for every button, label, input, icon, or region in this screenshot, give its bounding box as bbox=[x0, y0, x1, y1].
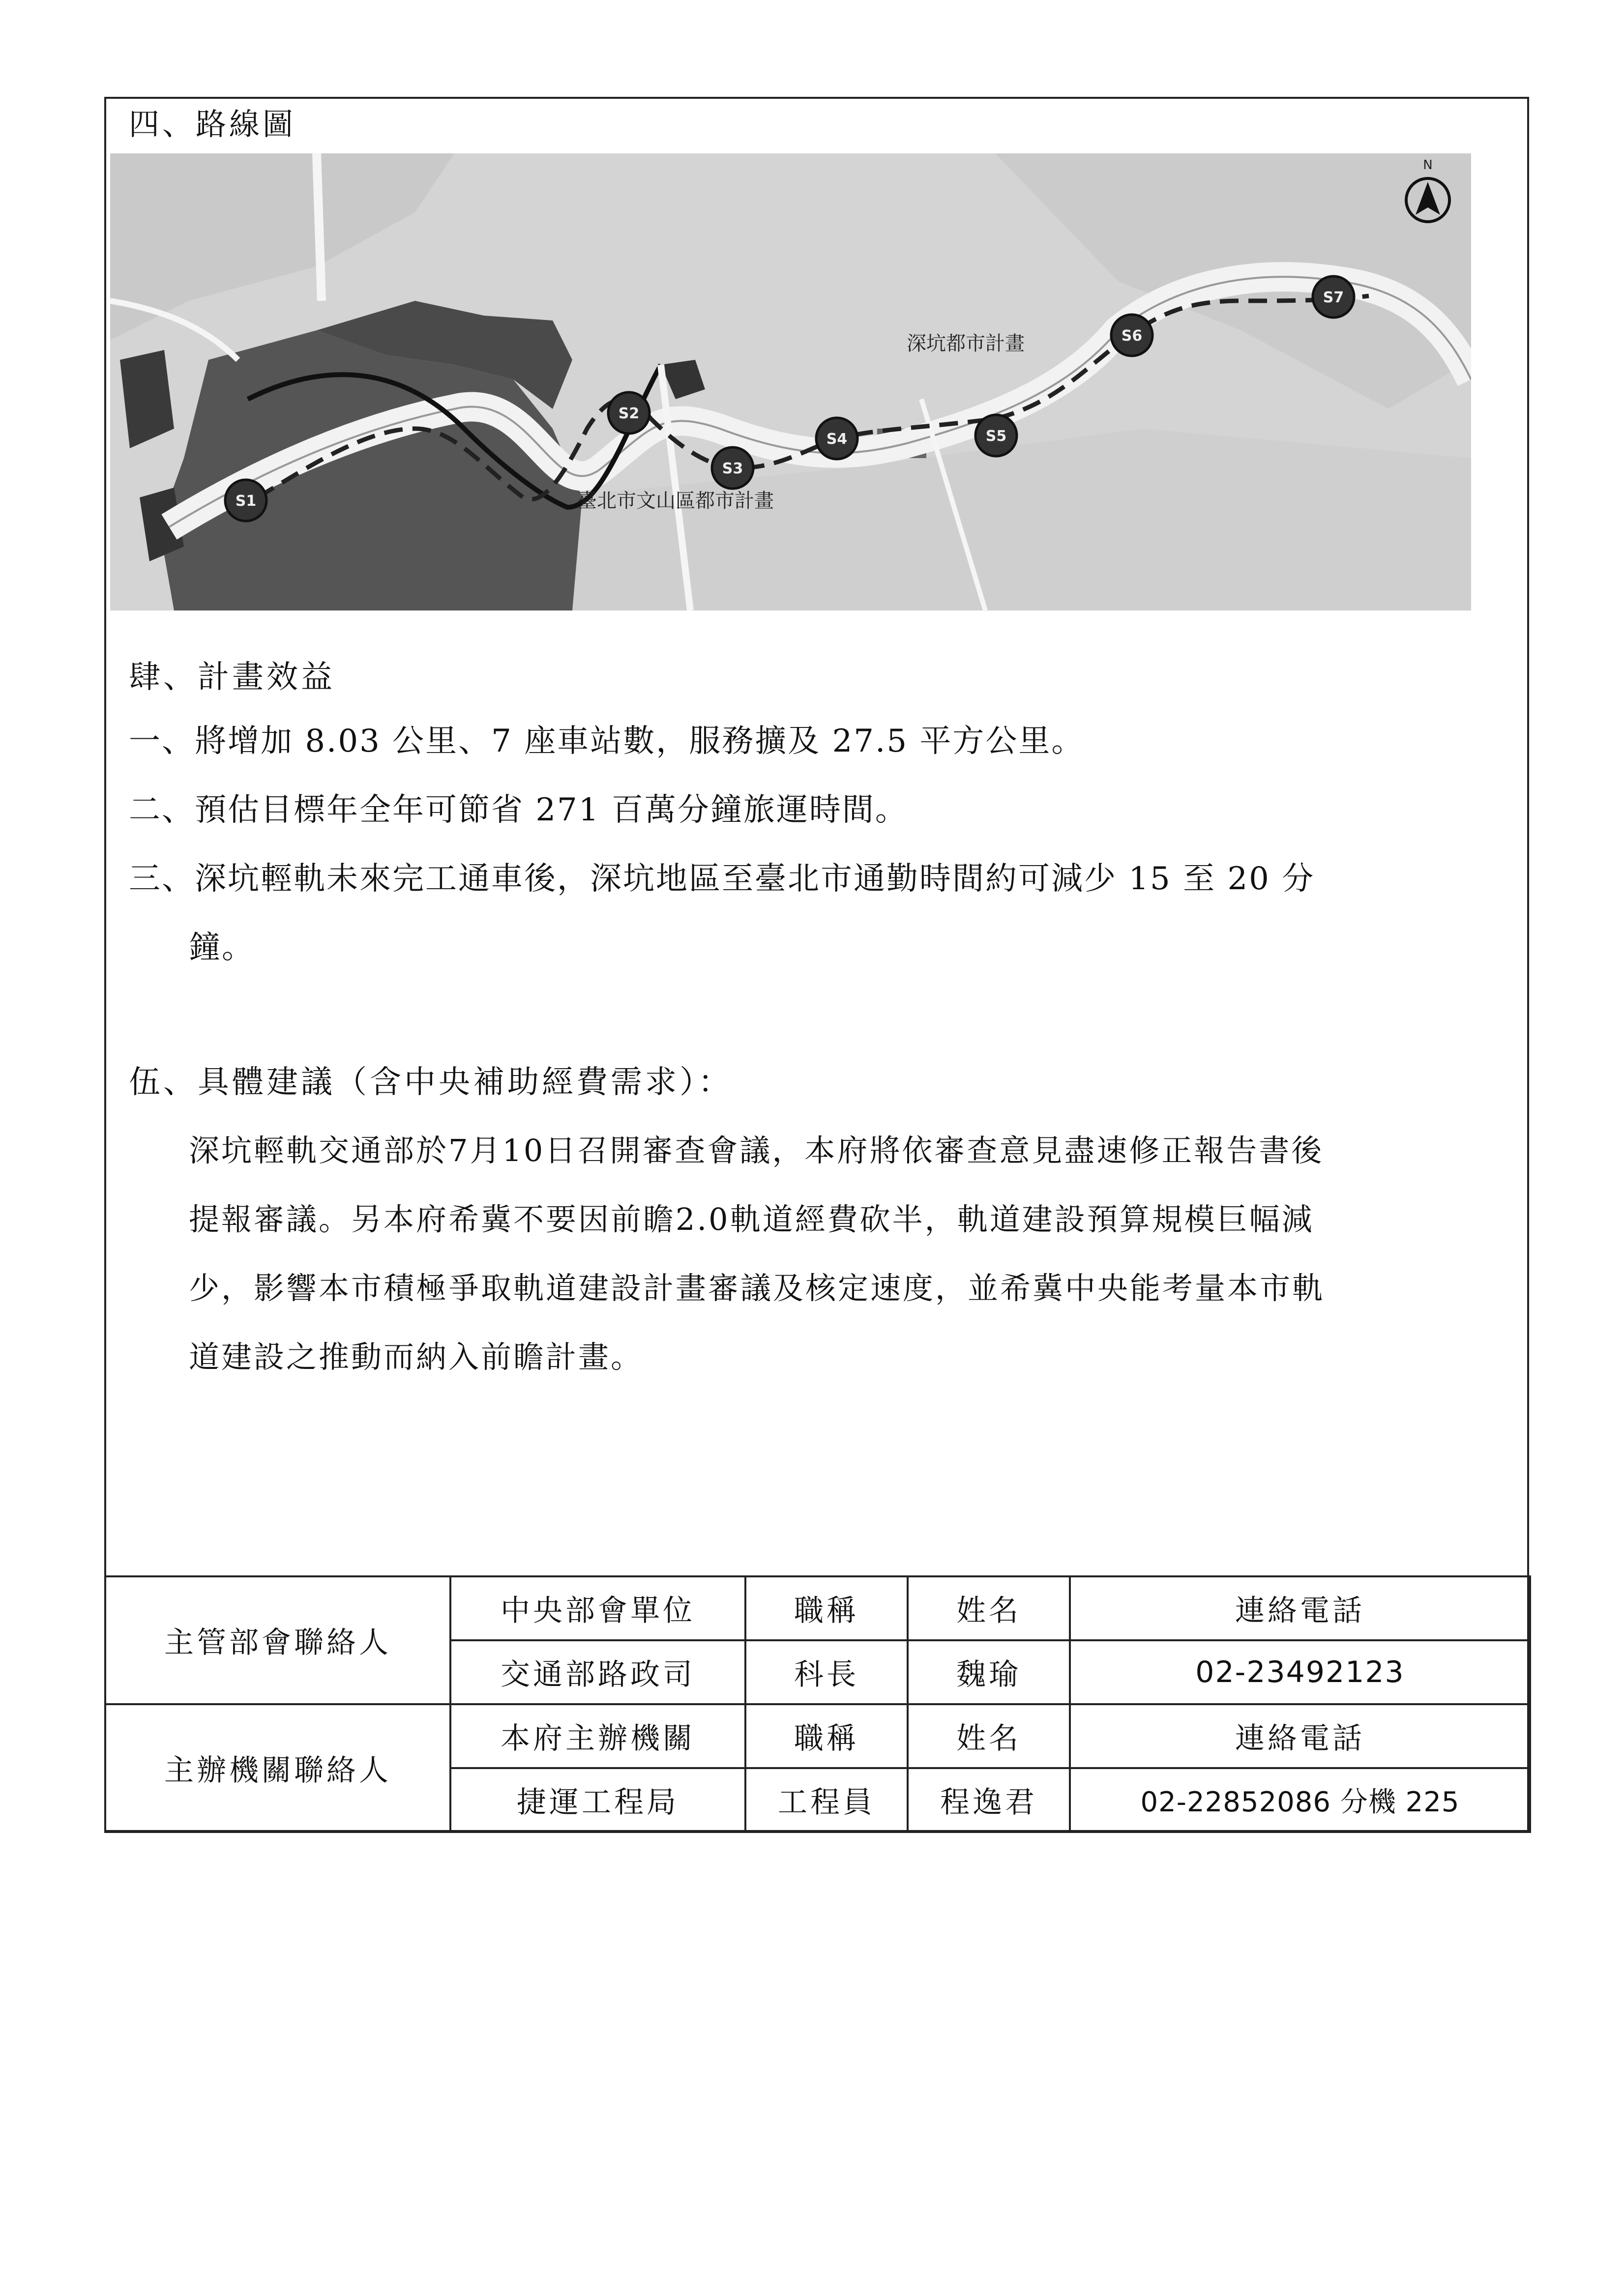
map-road bbox=[317, 153, 322, 301]
benefit-item-2: 二、預估目標年全年可節省 271 百萬分鐘旅運時間。 bbox=[129, 792, 908, 828]
cell-agency: 捷運工程局 bbox=[450, 1768, 745, 1832]
map-label-wenshan: 臺北市文山區都市計畫 bbox=[577, 490, 774, 512]
contacts-table bbox=[104, 1575, 1531, 1833]
suggestion-title: 伍、具體建議（含中央補助經費需求）： bbox=[129, 1064, 733, 1101]
station-s3 bbox=[712, 447, 753, 489]
station-s4 bbox=[816, 418, 857, 459]
benefits-title: 肆、計畫效益 bbox=[129, 659, 335, 696]
station-s4-label: S4 bbox=[826, 431, 848, 448]
header-ministry-unit: 中央部會單位 bbox=[450, 1576, 745, 1640]
benefit-item-3-cont: 鐘。 bbox=[189, 930, 255, 966]
station-s6 bbox=[1111, 315, 1152, 356]
station-s3-label: S3 bbox=[722, 460, 743, 477]
header-title: 職稱 bbox=[745, 1576, 908, 1640]
cell-name: 程逸君 bbox=[908, 1768, 1070, 1832]
route-map-svg bbox=[110, 153, 1471, 610]
cell-title: 科長 bbox=[745, 1640, 908, 1704]
station-s6-label: S6 bbox=[1121, 327, 1143, 345]
route-section-title: 四、路線圖 bbox=[129, 106, 296, 142]
contacts-header-row-2 bbox=[105, 1704, 1530, 1768]
benefit-item-1: 一、將增加 8.03 公里、7 座車站數，服務擴及 27.5 平方公里。 bbox=[129, 723, 1085, 759]
header-agency: 本府主辦機關 bbox=[450, 1704, 745, 1768]
station-s5-label: S5 bbox=[985, 428, 1007, 445]
suggestion-line-2: 提報審議。另本府希冀不要因前瞻2.0軌道經費砍半，軌道建設預算規模巨幅減 bbox=[189, 1201, 1314, 1237]
map-label-shenkeng: 深坑都市計畫 bbox=[907, 332, 1025, 355]
group-ministry-contact: 主管部會聯絡人 bbox=[105, 1576, 450, 1704]
route-map bbox=[110, 153, 1471, 610]
suggestion-line-3: 少，影響本市積極爭取軌道建設計畫審議及核定速度，並希冀中央能考量本市軌 bbox=[189, 1270, 1325, 1306]
cell-phone: 02-23492123 bbox=[1070, 1640, 1530, 1704]
station-s1 bbox=[225, 480, 266, 521]
header-name: 姓名 bbox=[908, 1576, 1070, 1640]
station-s7-label: S7 bbox=[1323, 289, 1344, 306]
header-phone: 連絡電話 bbox=[1070, 1704, 1530, 1768]
station-s5 bbox=[975, 415, 1017, 456]
cell-ministry-unit: 交通部路政司 bbox=[450, 1640, 745, 1704]
cell-name: 魏瑜 bbox=[908, 1640, 1070, 1704]
cell-title: 工程員 bbox=[745, 1768, 908, 1832]
cell-phone: 02-22852086 分機 225 bbox=[1070, 1768, 1530, 1832]
north-label: N bbox=[1423, 158, 1433, 173]
suggestion-line-1: 深坑輕軌交通部於7月10日召開審查會議，本府將依審查意見盡速修正報告書後 bbox=[189, 1133, 1324, 1168]
station-s1-label: S1 bbox=[235, 493, 257, 510]
station-s2 bbox=[608, 392, 650, 434]
contacts-header-row-1 bbox=[105, 1576, 1530, 1640]
header-title: 職稱 bbox=[745, 1704, 908, 1768]
benefit-item-3: 三、深坑輕軌未來完工通車後，深坑地區至臺北市通勤時間約可減少 15 至 20 分 bbox=[129, 861, 1315, 897]
header-phone: 連絡電話 bbox=[1070, 1576, 1530, 1640]
station-s7 bbox=[1313, 276, 1354, 318]
group-agency-contact: 主辦機關聯絡人 bbox=[105, 1704, 450, 1832]
suggestion-line-4: 道建設之推動而納入前瞻計畫。 bbox=[189, 1339, 644, 1375]
station-s2-label: S2 bbox=[618, 405, 640, 422]
header-name: 姓名 bbox=[908, 1704, 1070, 1768]
